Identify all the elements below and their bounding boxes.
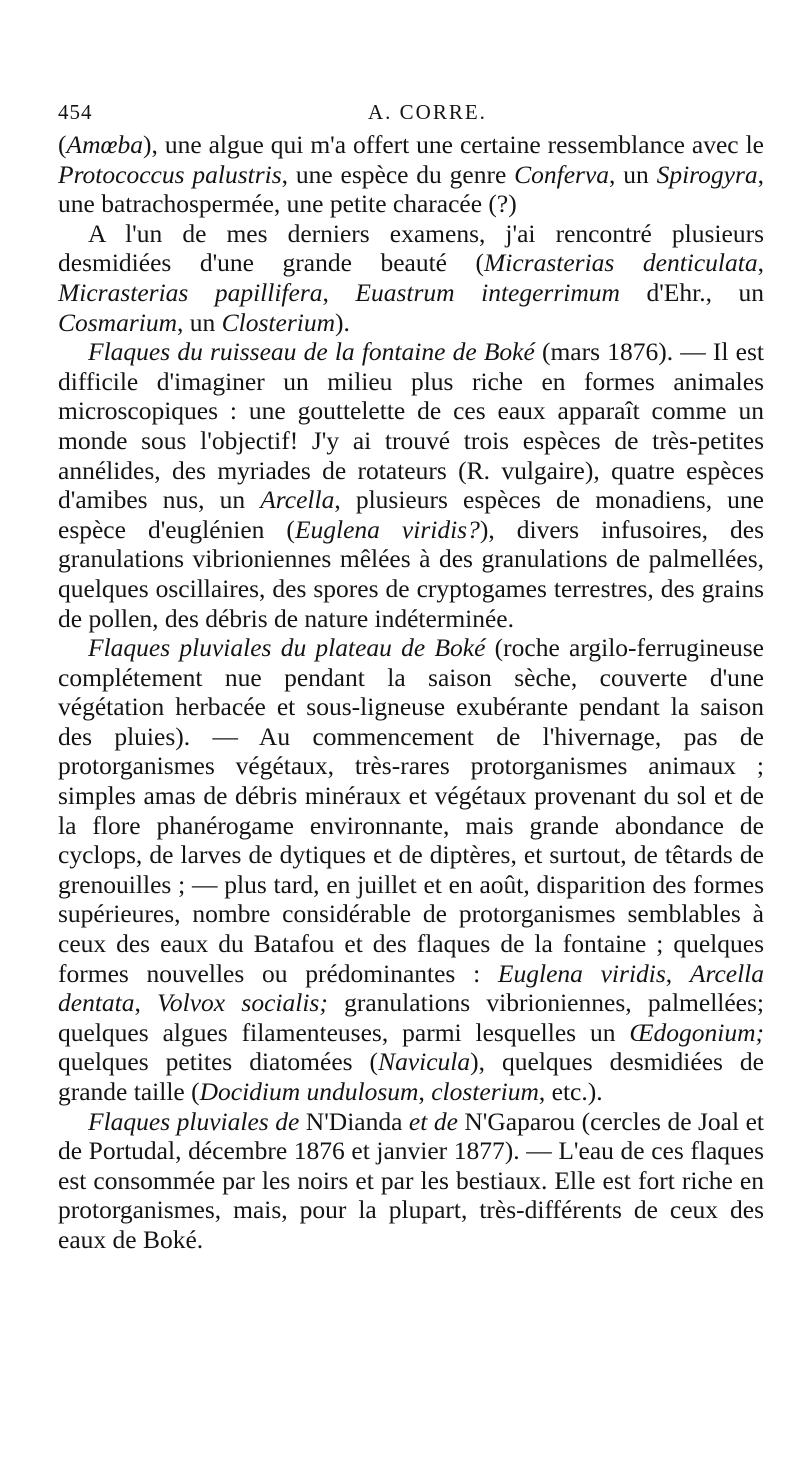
italic-text-segment: Œdogonium; bbox=[629, 1017, 764, 1047]
text-segment: quelques petites diatomées ( bbox=[58, 1047, 379, 1077]
text-segment: ( bbox=[58, 130, 67, 159]
paragraph bbox=[58, 130, 764, 219]
italic-text-segment: Flaques pluviales du plateau de Boké bbox=[88, 633, 486, 663]
italic-text-segment: Euastrum integerrimum bbox=[355, 277, 620, 307]
running-head: A. CORRE. bbox=[368, 100, 487, 124]
italic-text-segment: Amœba bbox=[66, 130, 143, 159]
italic-text-segment: Euglena viridis bbox=[497, 958, 666, 988]
text-segment: ), une algue qui m'a offert une certaine ressemblance avec le bbox=[143, 130, 764, 159]
italic-text-segment: Navicula bbox=[378, 1047, 471, 1077]
text-segment: , bbox=[757, 248, 764, 278]
italic-text-segment: Protococcus palustris bbox=[58, 159, 282, 189]
text-segment: granulations vibrioniennes, palmellées; quelques algues filamenteuses, parmi lesquelles un bbox=[58, 988, 765, 1047]
italic-text-segment: Arcella dentata bbox=[58, 958, 765, 1018]
italic-text-segment: Flaques du ruisseau de la fontaine de Boké bbox=[88, 337, 535, 367]
italic-text-segment: Conferva bbox=[514, 159, 610, 189]
paragraph bbox=[58, 337, 764, 633]
paragraph bbox=[58, 1107, 764, 1255]
text-segment: ). bbox=[335, 307, 350, 337]
italic-text-segment: closterium bbox=[431, 1077, 539, 1106]
page-header bbox=[58, 96, 764, 130]
italic-text-segment: Volvox socialis; bbox=[157, 988, 328, 1018]
text-segment: , bbox=[418, 1077, 432, 1106]
text-segment: , une espèce du genre bbox=[281, 159, 515, 189]
italic-text-segment: Micrasterias denticulata bbox=[484, 248, 758, 278]
text-segment: , un bbox=[609, 159, 657, 189]
text-segment: A l'un de mes derniers examens, j'ai rencontré plusieurs desmidiées d'une grande beauté ( bbox=[58, 218, 764, 278]
text-segment: (roche argilo-ferrugineuse complétement nue pendant la saison sèche, couverte d'une végétation herbacée et sous-ligneuse exubérante pendant la saison des pluies). — Au commencement de l'hivernage, pas de protorganismes végétaux, très-rares protorganismes animaux ; simples amas de débris minéraux et végétaux provenant du sol et de la flore phanérogame environnante, mais grande abondance de cyclops, de larves de dytiques et de diptères, et surtout, de têtards de grenouilles ; — plus tard, en juillet et en août, disparition des formes supérieures, nombre considérable de protorganismes semblables à ceux des eaux du Batafou et des flaques de la fontaine ; quelques formes nouvelles ou prédominantes : bbox=[58, 633, 764, 988]
text-segment: , bbox=[134, 988, 158, 1018]
italic-text-segment: Flaques pluviales de bbox=[88, 1106, 300, 1136]
italic-text-segment: et de bbox=[408, 1106, 458, 1136]
text-segment: N'Gaparou (cercles de Joal et de Portudal, décembre 1876 et janvier 1877). — L'eau de ces flaques est consommée par les noirs et par les bestiaux. Elle est fort riche en protorganismes, mais, pour la plupart, très-différents de ceux des eaux de Boké. bbox=[58, 1106, 764, 1254]
text-segment: , bbox=[665, 958, 690, 988]
text-segment: , bbox=[322, 277, 356, 307]
page-number: 454 bbox=[58, 100, 93, 124]
text-segment: d'Ehr., un bbox=[619, 277, 764, 307]
text-segment: ), divers infusoires, des granulations vibrioniennes mêlées à des granulations de palmellées, quelques oscillaires, des spores de cryptogames terrestres, des grains de pollen, des débris de nature indéterminée. bbox=[58, 514, 765, 633]
document-page bbox=[58, 96, 764, 1255]
text-segment: , une batrachospermée, une petite characée (?) bbox=[58, 159, 765, 219]
text-segment: ), quelques desmidiées de grande taille ( bbox=[58, 1047, 764, 1106]
body-text bbox=[58, 130, 764, 1255]
paragraph bbox=[58, 633, 764, 1107]
italic-text-segment: Micrasterias papillifera bbox=[58, 277, 323, 307]
paragraph bbox=[58, 219, 764, 337]
italic-text-segment: Cosmarium bbox=[58, 307, 178, 337]
italic-text-segment: Docidium undulosum bbox=[199, 1077, 419, 1106]
text-segment: , un bbox=[177, 307, 222, 337]
text-segment: , plusieurs espèces de monadiens, une espèce d'euglénien ( bbox=[58, 485, 765, 544]
text-segment: (mars 1876). — Il est difficile d'imaginer un milieu plus riche en formes animales microscopiques : une gouttelette de ces eaux apparaît comme un monde sous l'objectif! J'y ai trouvé trois espèces de très-petites annélides, des myriades de rotateurs (R. vulgaire), quatre espèces d'amibes nus, un bbox=[58, 337, 764, 515]
text-segment: N'Dianda bbox=[299, 1106, 409, 1136]
italic-text-segment: Arcella bbox=[260, 485, 335, 515]
italic-text-segment: Closterium bbox=[221, 307, 335, 337]
italic-text-segment: Spirogyra bbox=[656, 159, 758, 189]
text-segment: , etc.). bbox=[538, 1077, 603, 1106]
italic-text-segment: Euglena viridis? bbox=[294, 514, 480, 544]
